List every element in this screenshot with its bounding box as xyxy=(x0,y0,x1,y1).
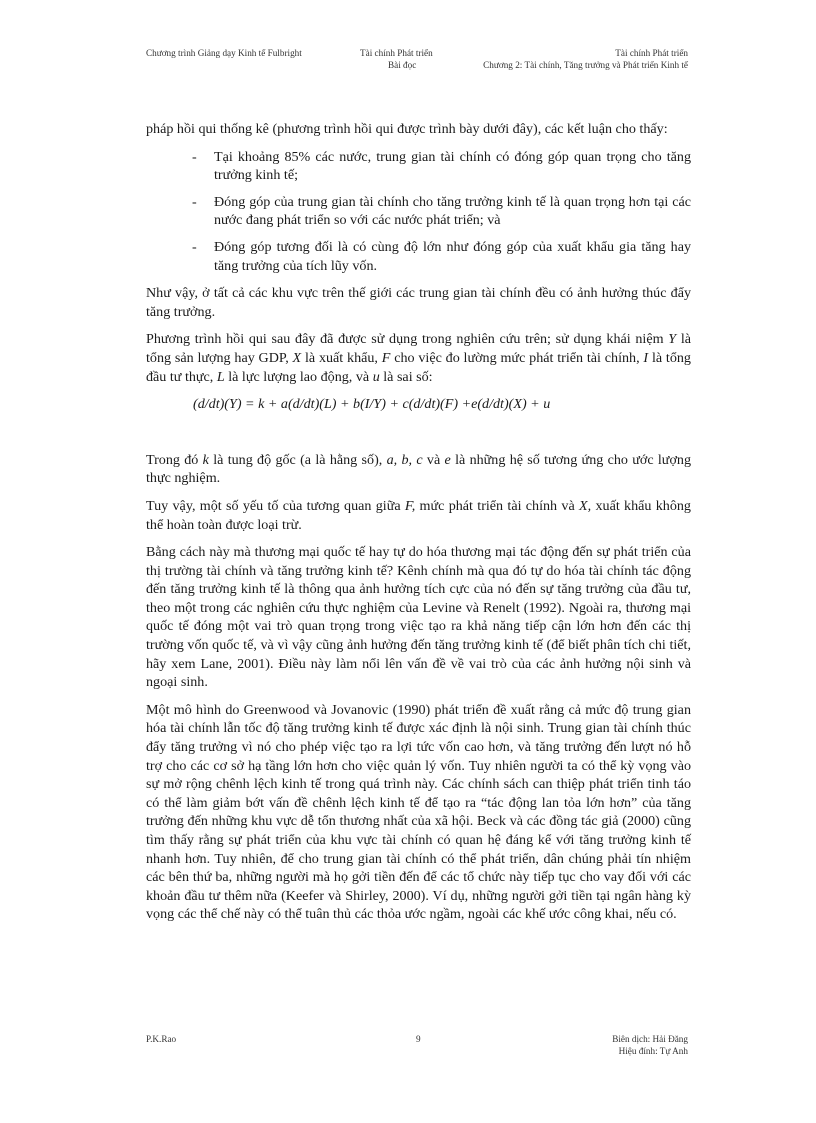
paragraph-regression-intro xyxy=(146,330,691,386)
findings-list xyxy=(146,148,691,276)
paragraph-correlation xyxy=(146,497,691,534)
variable-f: F, xyxy=(404,497,416,514)
header-doc-type: Bài đọc xyxy=(388,60,417,70)
text-run: là tổng đầu tư thực, xyxy=(146,349,691,385)
text-run: Trong đó xyxy=(146,451,203,468)
variable-e: e xyxy=(444,451,451,468)
text-run: mức phát triển tài chính và xyxy=(415,497,580,514)
footer-translator: Biên dịch: Hải Đăng xyxy=(612,1034,688,1044)
header-institution: Chương trình Giảng dạy Kinh tế Fulbright xyxy=(146,48,302,58)
regression-equation: (d/dt)(Y) = k + a(d/dt)(L) + b(I/Y) + c(d/dt)(F) +e(d/dt)(X) + u xyxy=(193,396,551,413)
text-run: là xuất khẩu, xyxy=(301,349,382,366)
header-course-title-right: Tài chính Phát triển xyxy=(615,48,688,58)
paragraph-conclusion: Như vậy, ở tất cả các khu vực trên thế giới các trung gian tài chính đều có ảnh hưởng thúc đẩy tăng trưởng. xyxy=(146,285,691,320)
paragraph-intro: pháp hồi qui thống kê (phương trình hồi qui được trình bày dưới đây), các kết luận cho thấy: xyxy=(146,121,668,137)
variable-x: X, xyxy=(579,497,592,514)
text-run: là tổng sản lượng hay GDP, xyxy=(146,331,692,366)
text-run: cho việc đo lường mức phát triển tài chính, xyxy=(390,349,644,366)
bullet-dash: - xyxy=(192,238,197,255)
text-run: là lực lượng lao động, và xyxy=(224,368,373,385)
list-item-text: Đóng góp của trung gian tài chính cho tăng trưởng kinh tế là quan trọng hơn tại các nước đang phát triển so với các nước phát triển; và xyxy=(214,193,691,229)
variable-l: L xyxy=(216,368,225,385)
text-run: là những hệ số tương ứng cho ước lượng thực nghiệm. xyxy=(146,451,691,487)
header-course-title: Tài chính Phát triển xyxy=(360,48,433,58)
header-chapter-title: Chương 2: Tài chính, Tăng trưởng và Phát triển Kinh tế xyxy=(483,60,688,70)
text-run: và xyxy=(422,451,445,468)
page-number: 9 xyxy=(416,1034,421,1044)
bullet-dash: - xyxy=(192,148,197,165)
text-run: là sai số: xyxy=(379,368,433,385)
footer-credits xyxy=(612,1033,688,1057)
variable-k: k xyxy=(202,451,209,468)
paragraph-trade: Bằng cách này mà thương mại quốc tế hay tự do hóa thương mại tác động đến sự phát triển của thị trường tài chính và tăng trưởng kinh tế? Kênh chính mà qua đó tự do hóa tài chính tác động đến tăng trưởng kinh tế là thông qua ảnh hưởng tích cực của nó đến sự tăng trưởng của đầu tư, theo một trong các nghiên cứu thực nghiệm của Levine và Renelt (1992). Ngoài ra, thương mại quốc tế đóng một vai trò quan trọng trong việc tạo ra khả năng tiếp cận lớn hơn đến các thị trường vốn quốc tế, và vì vậy cũng ảnh hưởng đến tăng trưởng kinh tế (để biết phân tích chi tiết, hãy xem Lane, 2001). Điều này làm nổi lên vấn đề về vai trò của các ảnh hưởng nội sinh và ngoại sinh. xyxy=(146,544,691,691)
header-chapter xyxy=(483,47,688,71)
text-run: Phương trình hồi qui sau đây đã được sử dụng trong nghiên cứu trên; sử dụng khái niệm xyxy=(146,331,669,348)
text-run: là tung độ gốc (a là hằng số), xyxy=(208,451,387,468)
variable-u: u xyxy=(372,368,380,385)
variable-f: F xyxy=(381,349,391,366)
paragraph-model: Một mô hình do Greenwood và Jovanovic (1990) phát triển đề xuất rằng cả mức độ trung gian hóa tài chính lẫn tốc độ tăng trưởng kinh tế được xác định là nội sinh. Trung gian tài chính thúc đẩy tăng trưởng vì nó cho phép việc tạo ra lợi tức vốn cao hơn, và tăng trưởng đến lượt nó hỗ trợ cho các cơ sở hạ tầng lớn hơn cho việc quản lý vốn. Tuy nhiên người ta có thể kỳ vọng vào sự mở rộng chênh lệch kinh tế trong quá trình này. Các chính sách can thiệp phát triển tinh táo có thể làm giảm bớt vấn đề chênh lệch kinh tế để tạo ra “tác động lan tỏa lớn hơn” của tăng trưởng đến những khu vực dễ tổn thương nhất của xã hội. Beck và các đồng tác giả (2000) cũng tìm thấy rằng sự phát triển của khu vực tài chính có quan hệ đáng kể với tăng trưởng kinh tế nhanh hơn. Tuy nhiên, để cho trung gian tài chính có thể phát triển, dân chúng phải tín nhiệm các bên thứ ba, những người mà họ gởi tiền đến để các tổ chức này tiếp tục cho vay đối với các khoản đầu tư thêm nữa (Keefer và Shirley, 2000). Ví dụ, những người gởi tiền tại ngân hàng kỳ vọng các thể chế này có thể tuân thủ các thỏa ước ngầm, ngoài các khế ước công khai, nếu có. xyxy=(146,701,691,923)
footer-author: P.K.Rao xyxy=(146,1034,177,1044)
list-item xyxy=(146,238,691,275)
page-body xyxy=(146,120,691,933)
bullet-dash: - xyxy=(192,193,197,210)
header-course xyxy=(360,47,460,71)
list-item xyxy=(146,148,691,185)
list-item xyxy=(146,193,691,230)
list-item-text: Đóng góp tương đối là có cùng độ lớn như đóng góp của xuất khẩu gia tăng hay tăng trưởng của tích lũy vốn. xyxy=(214,238,691,274)
variable-x: X xyxy=(292,349,302,366)
text-run: xuất khẩu không thể hoàn toàn được loại trừ. xyxy=(146,497,691,533)
variable-i: I xyxy=(643,349,649,366)
text-run: Tuy vậy, một số yếu tố của tương quan giữa xyxy=(146,497,405,514)
variable-y: Y xyxy=(668,331,677,348)
paragraph-coefficients xyxy=(146,451,691,488)
variable-abc: a, b, c xyxy=(386,451,423,468)
footer-editor: Hiệu đính: Tự Anh xyxy=(618,1046,688,1056)
list-item-text: Tại khoảng 85% các nước, trung gian tài chính có đóng góp quan trọng cho tăng trưởng kinh tế; xyxy=(214,148,691,184)
